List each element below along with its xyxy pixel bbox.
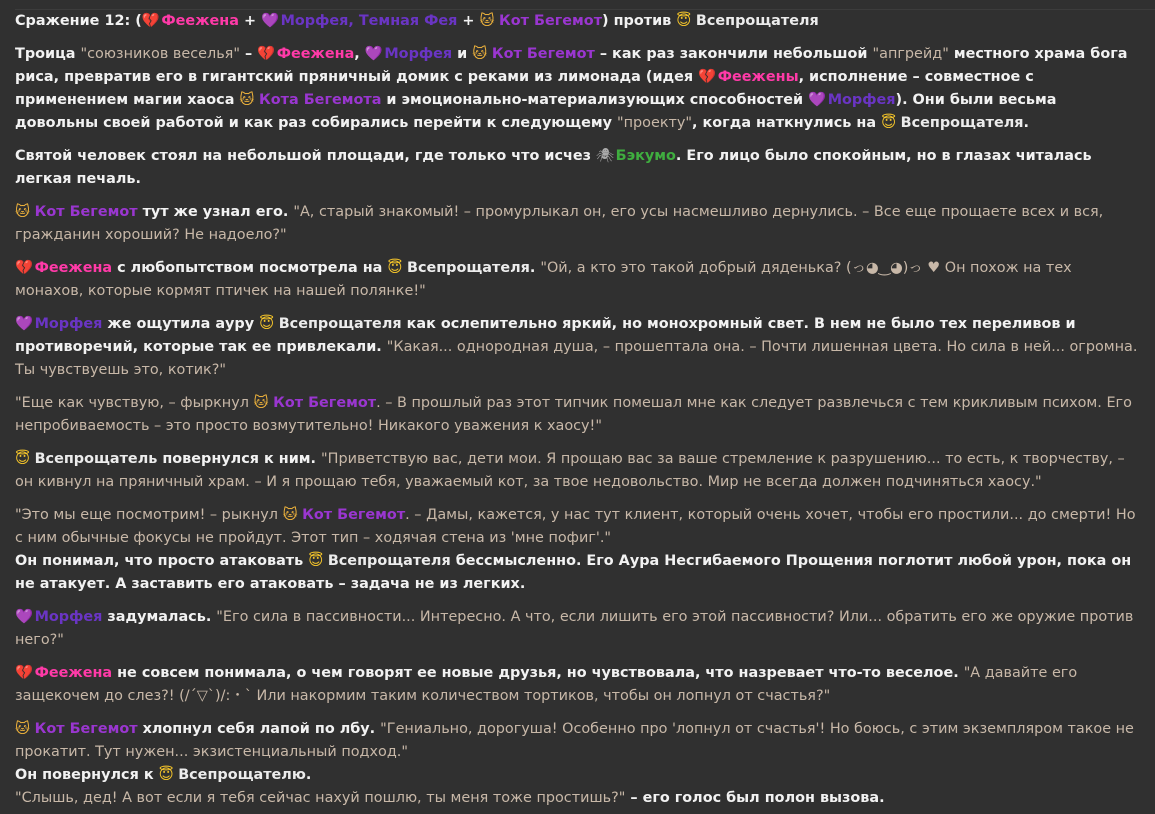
text: повернулся к ним. — [157, 451, 322, 467]
quote: "Приветствую вас, дети мои. Я прощаю вас за ваше стремление к разрушению... то есть, к творчеству, – он кивнул на пряничный храм. – И я прощаю тебя, уважаемый кот, за твое недовольство. Мир не всегда должен подчиняться хаосу." — [15, 451, 1125, 490]
text: же ощутила ауру — [102, 316, 260, 332]
text: и — [452, 46, 473, 62]
name-kot: Кота Бегемота — [259, 92, 382, 108]
text: хлопнул себя лапой по лбу. — [137, 721, 381, 737]
cat-face-icon: 🐱 — [479, 13, 495, 29]
plus-text: + — [457, 13, 480, 29]
text: . — [529, 260, 541, 276]
purple-heart-icon: 💜 — [261, 13, 279, 29]
text: , — [354, 46, 365, 62]
name-kot: Кот Бегемот — [34, 204, 138, 220]
paragraph — [15, 392, 1139, 438]
text: тут же узнал его. — [137, 204, 294, 220]
name-kot: Кот Бегемот — [302, 507, 406, 523]
name-vseproshchatel: Всепрощателя — [278, 316, 402, 332]
name-kot: Кот Бегемот — [491, 46, 595, 62]
quote: "союзников веселья" — [80, 46, 240, 62]
paragraph — [15, 201, 1139, 247]
title-text: Сражение 12: ( — [15, 13, 142, 29]
name-kot: Кот Бегемот — [499, 13, 603, 29]
smiling-face-with-halo-icon: 😇 — [676, 13, 692, 29]
name-feezhena: Феежена — [161, 13, 239, 29]
battle-title — [15, 10, 1139, 33]
quote: "апгрейд" — [872, 46, 949, 62]
title-text: ) против — [602, 13, 677, 29]
smiling-face-with-halo-icon: 😇 — [308, 553, 324, 569]
red-heart-icon: 💔 — [257, 46, 276, 62]
quote: "Какая... однородная душа, – прошептала она. – Почти лишенная цвета. Но сила в ней... огромна. Ты чувствуешь это, котик?" — [15, 339, 1138, 378]
quote: "А давайте его защекочем до слез?! (/´▽`)/:・` Или накормим таким количеством тортиков, чтобы он лопнул от счастья?" — [15, 665, 1078, 704]
cat-face-icon: 🐱 — [282, 507, 298, 523]
paragraph — [15, 257, 1139, 303]
paragraph — [15, 448, 1139, 494]
smiling-face-with-halo-icon: 😇 — [158, 767, 174, 783]
smiling-face-with-halo-icon: 😇 — [387, 260, 403, 276]
paragraph — [15, 718, 1139, 764]
name-morfeya: Морфея — [384, 46, 453, 62]
quote: "проекту" — [617, 115, 693, 131]
name-bakumo: Бэкумо — [615, 148, 676, 164]
purple-heart-icon: 💜 — [364, 46, 383, 62]
cat-face-icon: 🐱 — [15, 204, 31, 220]
quote: "Слышь, дед! А вот если я тебя сейчас нахуй пошлю, ты меня тоже простишь?" — [15, 790, 626, 806]
quote: "Гениально, дорогуша! Особенно про 'лопнул от счастья'! Но боюсь, с этим экземпляром такое не прокатит. Тут нужен... экзистенциальный подход." — [15, 721, 1134, 760]
paragraph — [15, 764, 1139, 787]
paragraph — [15, 606, 1139, 652]
purple-heart-icon: 💜 — [15, 316, 33, 332]
paragraph — [15, 550, 1139, 596]
name-vseproshchatel: Всепрощателя — [327, 553, 451, 569]
spider-icon: 🕷 — [596, 148, 615, 164]
name-morfeya: Морфея — [34, 609, 103, 625]
name-morfeya: Морфея — [34, 316, 103, 332]
name-kot: Кот Бегемот — [34, 721, 138, 737]
text: местного храма бога риса, превратив его в гигантский пряничный домик с реками из лимонада (идея — [15, 46, 1128, 85]
text: Он понимал, что просто атаковать — [15, 553, 309, 569]
text: – как раз закончили небольшой — [594, 46, 873, 62]
purple-heart-icon: 💜 — [808, 92, 827, 108]
red-heart-icon: 💔 — [15, 260, 33, 276]
smiling-face-with-halo-icon: 😇 — [881, 115, 897, 131]
text: Троица — [15, 46, 81, 62]
text: задумалась. — [102, 609, 217, 625]
name-morfeya: Морфея, Темная Фея — [280, 13, 458, 29]
text: – — [239, 46, 258, 62]
paragraph — [15, 43, 1139, 135]
quote: "Его сила в пассивности... Интересно. А что, если лишить его этой пассивности? Или... обратить его же оружие против него?" — [15, 609, 1134, 648]
quote: . – В прошлый раз этот типчик помешал мне как следует развлечься с тем крикливым психом. Его непробиваемость – это просто возмутительно! Никакого уважения к хаосу!" — [15, 395, 1132, 434]
cat-face-icon: 🐱 — [472, 46, 488, 62]
text: бессмысленно. Его Аура Несгибаемого Прощения поглотит любой урон, пока он не атакует. А заставить его атаковать – задача не из легких. — [15, 553, 1132, 592]
paragraph — [15, 313, 1139, 382]
quote: "Это мы еще посмотрим! – рыкнул — [15, 507, 283, 523]
text: Он повернулся к — [15, 767, 159, 783]
paragraph — [15, 145, 1139, 191]
cat-face-icon: 🐱 — [239, 92, 255, 108]
name-vseproshchatel: Всепрощателя — [900, 115, 1024, 131]
text: . Его лицо было спокойным, но в глазах читалась легкая печаль. — [15, 148, 1092, 187]
paragraph — [15, 787, 1139, 810]
quote: "Ой, а кто это такой добрый дяденька? (っ◕‿◕)っ ♥ Он похож на тех монахов, которые кормят птичек на нашей полянке!" — [15, 260, 1072, 299]
name-vseproshchatel: Всепрощателя — [695, 13, 819, 29]
plus-text: + — [238, 13, 262, 29]
name-feezhena: Феежена — [34, 665, 113, 681]
red-heart-icon: 💔 — [141, 13, 160, 29]
text: , исполнение – совместное с применением магии хаоса — [15, 69, 1034, 108]
text: и эмоционально-материализующих способностей — [381, 92, 809, 108]
purple-heart-icon: 💜 — [15, 609, 33, 625]
red-heart-icon: 💔 — [698, 69, 717, 85]
name-vseproshchatel: Всепрощателя — [406, 260, 530, 276]
text: с любопытством посмотрела на — [112, 260, 388, 276]
red-heart-icon: 💔 — [15, 665, 33, 681]
text: . — [1023, 115, 1029, 131]
name-kot: Кот Бегемот — [273, 395, 377, 411]
cat-face-icon: 🐱 — [253, 395, 269, 411]
smiling-face-with-halo-icon: 😇 — [15, 451, 31, 467]
text: , когда наткнулись на — [692, 115, 882, 131]
divider — [15, 9, 1155, 10]
quote: . – Дамы, кажется, у нас тут клиент, который очень хочет, чтобы его простили... до смерти! Но с ним обычные фокусы не пройдут. Этот тип – ходячая стена из 'мне пофиг'." — [15, 507, 1136, 546]
cat-face-icon: 🐱 — [15, 721, 31, 737]
name-morfeya: Морфея — [827, 92, 896, 108]
name-vseproshchatel: Всепрощатель — [34, 451, 158, 467]
text: как ослепительно яркий, но монохромный свет. В нем не было тех переливов и противоречий, которые так ее привлекали. — [15, 316, 1076, 355]
name-feezhena: Феежены — [717, 69, 799, 85]
paragraph — [15, 662, 1139, 708]
text: . — [305, 767, 312, 783]
text: ). Они были весьма довольны своей работой и как раз собирались перейти к следующему — [15, 92, 1057, 131]
smiling-face-with-halo-icon: 😇 — [259, 316, 275, 332]
quote: "А, старый знакомый! – промурлыкал он, его усы насмешливо дернулись. – Все еще прощаете всех и вся, гражданин хороший? Не надоело?" — [15, 204, 1104, 243]
name-vseproshchatel: Всепрощателю — [178, 767, 306, 783]
text: – его голос был полон вызова. — [625, 790, 885, 806]
text: Святой человек стоял на небольшой площади, где только что исчез — [15, 148, 597, 164]
name-feezhena: Феежена — [276, 46, 355, 62]
text: не совсем понимала, о чем говорят ее новые друзья, но чувствовала, что назревает что-то веселое. — [112, 665, 964, 681]
name-feezhena: Феежена — [34, 260, 113, 276]
quote: "Еще как чувствую, – фыркнул — [15, 395, 254, 411]
paragraph — [15, 504, 1139, 550]
